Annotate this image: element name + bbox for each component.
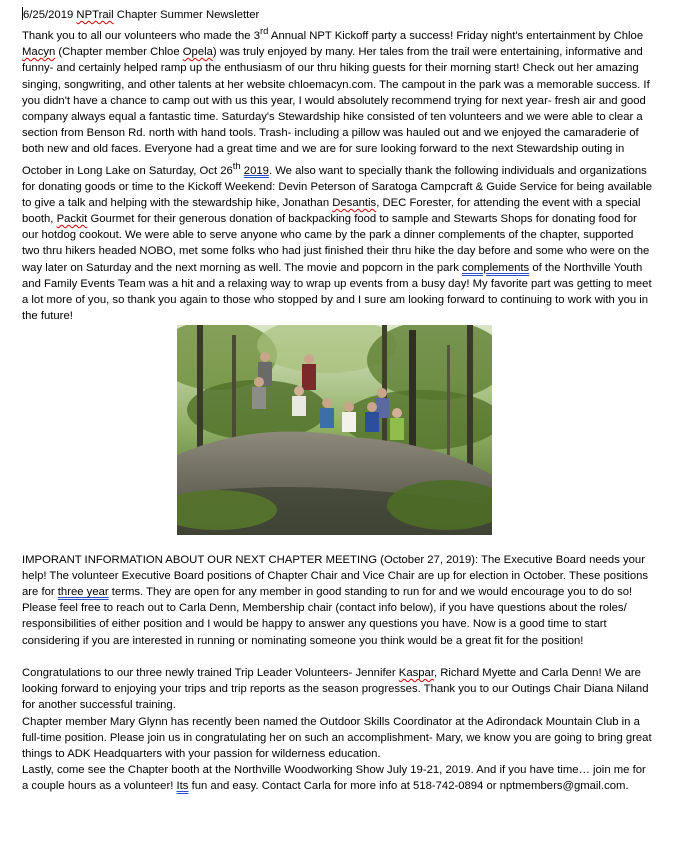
- grammar-flag: 2019: [243, 164, 269, 177]
- paragraph-trip-leaders: [22, 665, 654, 714]
- text-run: terms. They are open for any member in good standing to run for and we would encourage you to do so! Please feel free to reach out to Carla Denn, Membership chair (contact info below), if you have questions about the roles/ responsibilities of either position and I would be happy to answer any questions you have. Now is a good time to start considering if you are interested in running or nominating someone you think would be a great fit for the position!: [22, 585, 633, 647]
- hikers-on-rock-image: [177, 325, 492, 535]
- text-run: Annual NPT Kickoff party a success! Friday night's entertainment by Chloe: [268, 29, 644, 42]
- newsletter-date: 6/25/2019: [23, 9, 74, 21]
- text-run: . We also want to specially thank the following individuals and organizations for donating goods or time to the Kickoff Weekend: Devin Peterson of Saratoga Campcraft & Guide Service for being available to give a talk and helping with the stewardship hike, Jonathan: [22, 164, 653, 209]
- text-run: Lastly, come see the Chapter booth at the Northville Woodworking Show July 19-21, 2019. And if you have time… join me for a couple hours as a volunteer!: [22, 764, 646, 793]
- text-run: , DEC Forester, for attending the event with a special booth,: [22, 196, 641, 225]
- grammar-flag: Its: [176, 780, 189, 793]
- spellcheck-word: Macyn: [22, 46, 56, 59]
- text-run: Thank you to all our volunteers who made the 3: [22, 29, 261, 42]
- spellcheck-word: Opela: [182, 46, 213, 59]
- superscript: th: [232, 159, 241, 171]
- spellcheck-word: Desantis: [332, 196, 377, 209]
- newsletter-header: [22, 7, 654, 23]
- text-run: fun and easy. Contact Carla for more info at 518-742-0894 or nptmembers@gmail.com.: [188, 780, 629, 793]
- spellcheck-word: Packit: [56, 212, 88, 225]
- text-run: Gourmet for their generous donation of backpacking food to sample and Stewarts Shops for donating food for our hotdog cookout. We were able to serve anyone who came by the park a dinner complements of the chapter, supported two thru hikers headed NOBO, met some folks who had just finished their thru hike the day before and some who were on the way later on Saturday and the next morning as well. The movie and popcorn in the park: [22, 212, 650, 274]
- spellcheck-org-name: NPTrail: [76, 9, 114, 21]
- spellcheck-word: Kaspar: [398, 666, 434, 679]
- text-run: (Chapter member Chloe: [55, 46, 183, 59]
- group-photo: [177, 325, 492, 535]
- paragraph-kickoff-recap: [22, 23, 654, 324]
- paragraph-chapter-meeting: [22, 552, 654, 649]
- spacer: [22, 535, 654, 551]
- paragraph-mary-glynn: Chapter member Mary Glynn has recently been named the Outdoor Skills Coordinator at the Adirondack Mountain Club in a full-time position. Please join us in congratulating her on such an accomplishment- Mary, we know you are going to bring great things to ADK Headquarters with your passion for wilderness education.: [22, 715, 652, 760]
- paragraph-woodworking-show: [22, 762, 654, 794]
- text-run: of the Northville Youth and Family Events Team was a hit and a relaxing way to wrap up events from a busy day! My favorite part was getting to meet a lot more of you, so thank you again to those who stopped by and I sure am looking forward to continuing to work with you in the future!: [22, 261, 652, 323]
- superscript: rd: [260, 25, 269, 37]
- spacer: [22, 649, 654, 665]
- grammar-flag: three year: [57, 585, 109, 598]
- newsletter-title: Chapter Summer Newsletter: [113, 9, 260, 21]
- text-run: Congratulations to our three newly trained Trip Leader Volunteers- Jennifer: [22, 666, 399, 679]
- newsletter-document: [22, 7, 654, 795]
- grammar-flag: complements: [462, 261, 530, 274]
- text-run: , Richard Myette and Carla Denn! We are looking forward to enjoying your trips and trip reports as the season progresses. Thank you to our Outings Chair Diana Niland for another successful training.: [22, 666, 649, 712]
- text-run: IMPORANT INFORMATION ABOUT OUR NEXT CHAPTER MEETING (October 27, 2019): The Executive Board needs your help! The volunteer Executive Board positions of Chapter Chair and Vice Chair are up for election in October. These positions are for: [22, 553, 649, 598]
- text-run: ) was truly enjoyed by many. Her tales from the trail were entertaining, informative and funny- and certainly helped ramp up the enthusiasm of our thru hiking guests for their morning start! Check out her amazing singing, songwriting, and other talents at her website chloemacyn.com. The campout in the park was a memorable success. If you didn't have a chance to camp out with us this year, I would absolutely recommend trying for next year- fresh air and good company always equal a fantastic time. Saturday's Stewardship hike consisted of ten volunteers and we were able to clear a section from Benson Rd. north with hand tools. Trash- including a pillow was hauled out and we enjoyed the camaraderie of both new and old faces. Everyone had a great time and we are for sure looking forward to the next Stewardship outing in October in Long Lake on Saturday, Oct 26: [22, 46, 650, 177]
